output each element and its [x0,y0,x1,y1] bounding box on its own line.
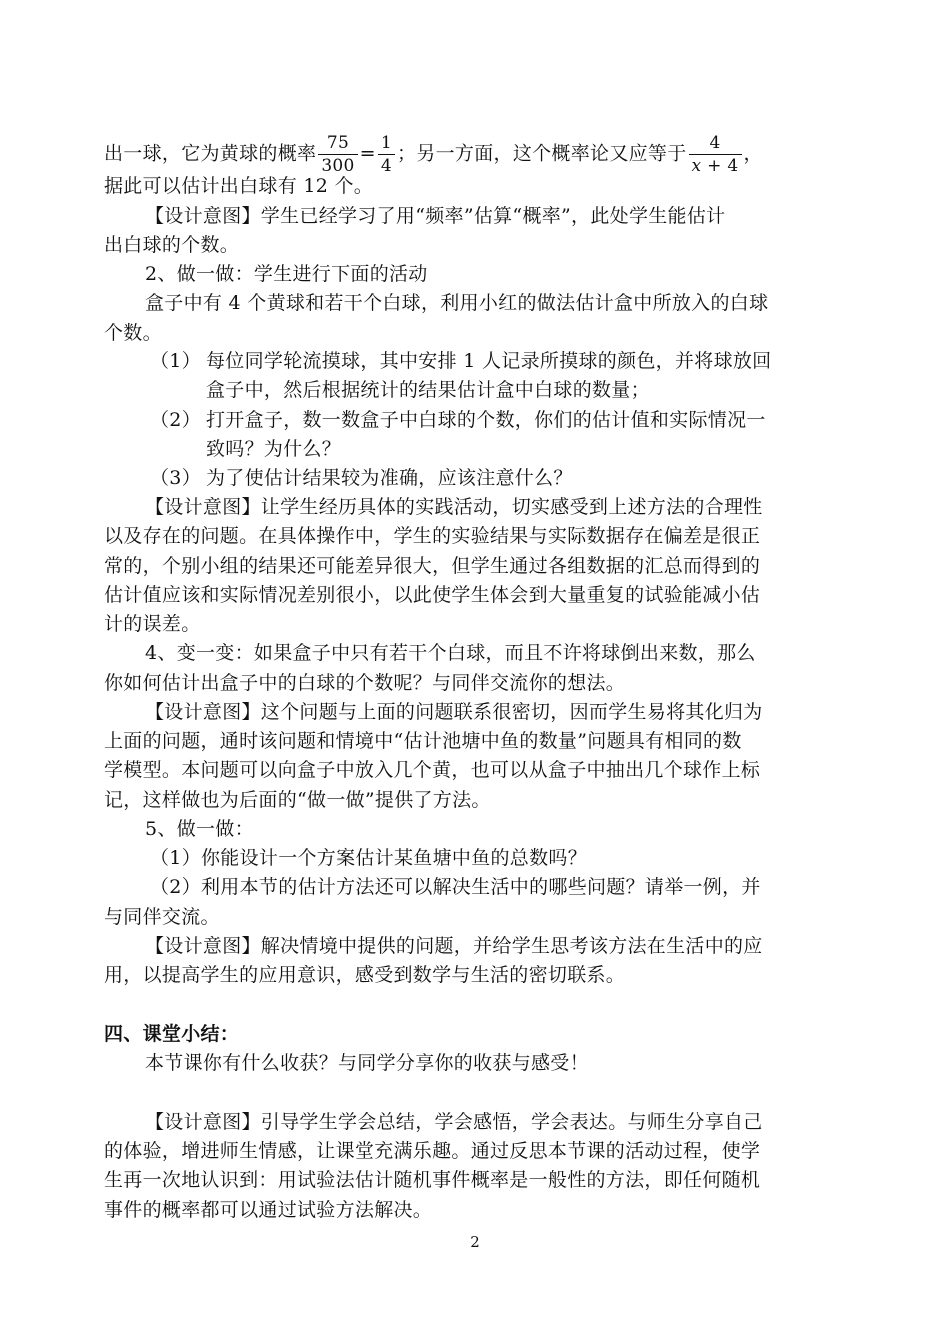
paragraph-line: 【设计意图】引导学生学会总结，学会感悟，学会表达。与师生分享自己 [145,1111,763,1133]
variable-x: x [691,156,702,176]
equals-sign: = [359,142,376,165]
list-item-text: 盒子中，然后根据统计的结果估计盒中白球的数量； [206,379,650,401]
paragraph-line: （2）利用本节的估计方法还可以解决生活中的哪些问题？请举一例，并 [150,876,761,898]
paragraph-line: 你如何估计出盒子中的白球的个数呢？与同伴交流你的想法。 [104,672,626,694]
paragraph-line: 5、做一做： [145,818,254,840]
paragraph-line: 盒子中有 4 个黄球和若干个白球，利用小红的做法估计盒中所放入的白球 [145,292,769,314]
paragraph-line: 据此可以估计出白球有 12 个。 [104,175,374,197]
text-segment: ；另一方面，这个概率论又应等于 [397,142,687,165]
paragraph-line: 2、做一做：学生进行下面的活动 [145,263,428,285]
paragraph-line: 以及存在的问题。在具体操作中，学生的实验结果与实际数据存在偏差是很正 [104,525,761,547]
paragraph-line: 上面的问题，通时该问题和情境中“估计池塘中鱼的数量”问题具有相同的数 [104,730,742,752]
fraction-denominator: 300 [321,156,355,176]
paragraph-line: 【设计意图】这个问题与上面的问题联系很密切，因而学生易将其化归为 [145,701,763,723]
page-number: 2 [470,1233,480,1251]
paragraph-line: （1）你能设计一个方案估计某鱼塘中鱼的总数吗？ [150,847,587,869]
list-item-text: 为了使估计结果较为准确，应该注意什么？ [206,467,573,489]
fraction-denominator: 4 [380,156,393,176]
paragraph-line: 学模型。本问题可以向盒子中放入几个黄，也可以从盒子中抽出几个球作上标 [104,759,761,781]
text-segment: 出一球，它为黄球的概率 [104,142,317,165]
paragraph-line: 估计值应该和实际情况差别很小，以此使学生体会到大量重复的试验能减小估 [104,584,761,606]
list-item-text: 致吗？为什么？ [206,438,342,460]
paragraph-line: 出白球的个数。 [104,234,240,256]
fraction-numerator: 1 [378,132,395,155]
paragraph-line: 事件的概率都可以通过试验方法解决。 [104,1199,433,1221]
paragraph-line: 生再一次地认识到：用试验法估计随机事件概率是一般性的方法，即任何随机 [104,1169,761,1191]
paragraph-line: 个数。 [104,322,162,344]
paragraph-line: 用，以提高学生的应用意识，感受到数学与生活的密切联系。 [104,964,626,986]
paragraph-line: 【设计意图】解决情境中提供的问题，并给学生思考该方法在生活中的应 [145,935,763,957]
paragraph-line: 4、变一变：如果盒子中只有若干个白球，而且不许将球倒出来数，那么 [145,642,756,664]
denominator-rest: + 4 [701,156,739,176]
paragraph-line: 【设计意图】让学生经历具体的实践活动，切实感受到上述方法的合理性 [145,496,763,518]
list-number: （1） [150,350,201,372]
fraction-numerator: 75 [318,132,357,155]
fraction-numerator: 4 [689,132,742,155]
list-number: （3） [150,467,201,489]
paragraph-line: 计的误差。 [104,613,201,635]
list-item-text: 每位同学轮流摸球，其中安排 1 人记录所摸球的颜色，并将球放回 [206,350,772,372]
section-heading: 四、课堂小结： [104,1023,240,1045]
paragraph-line: 记，这样做也为后面的“做一做”提供了方法。 [104,789,491,811]
paragraph-line: 的体验，增进师生情感，让课堂充满乐趣。通过反思本节课的活动过程，使学 [104,1140,761,1162]
text-segment: ， [743,142,763,165]
list-item-text: 打开盒子，数一数盒子中白球的个数，你们的估计值和实际情况一 [206,409,766,431]
paragraph-line: 常的，个别小组的结果还可能差异很大，但学生通过各组数据的汇总而得到的 [104,555,761,577]
paragraph-line: 与同伴交流。 [104,906,220,928]
paragraph-line: 【设计意图】学生已经学习了用“频率”估算“概率”，此处学生能估计 [145,205,726,227]
list-number: （2） [150,409,201,431]
paragraph-line: 本节课你有什么收获？与同学分享你的收获与感受！ [145,1052,589,1074]
